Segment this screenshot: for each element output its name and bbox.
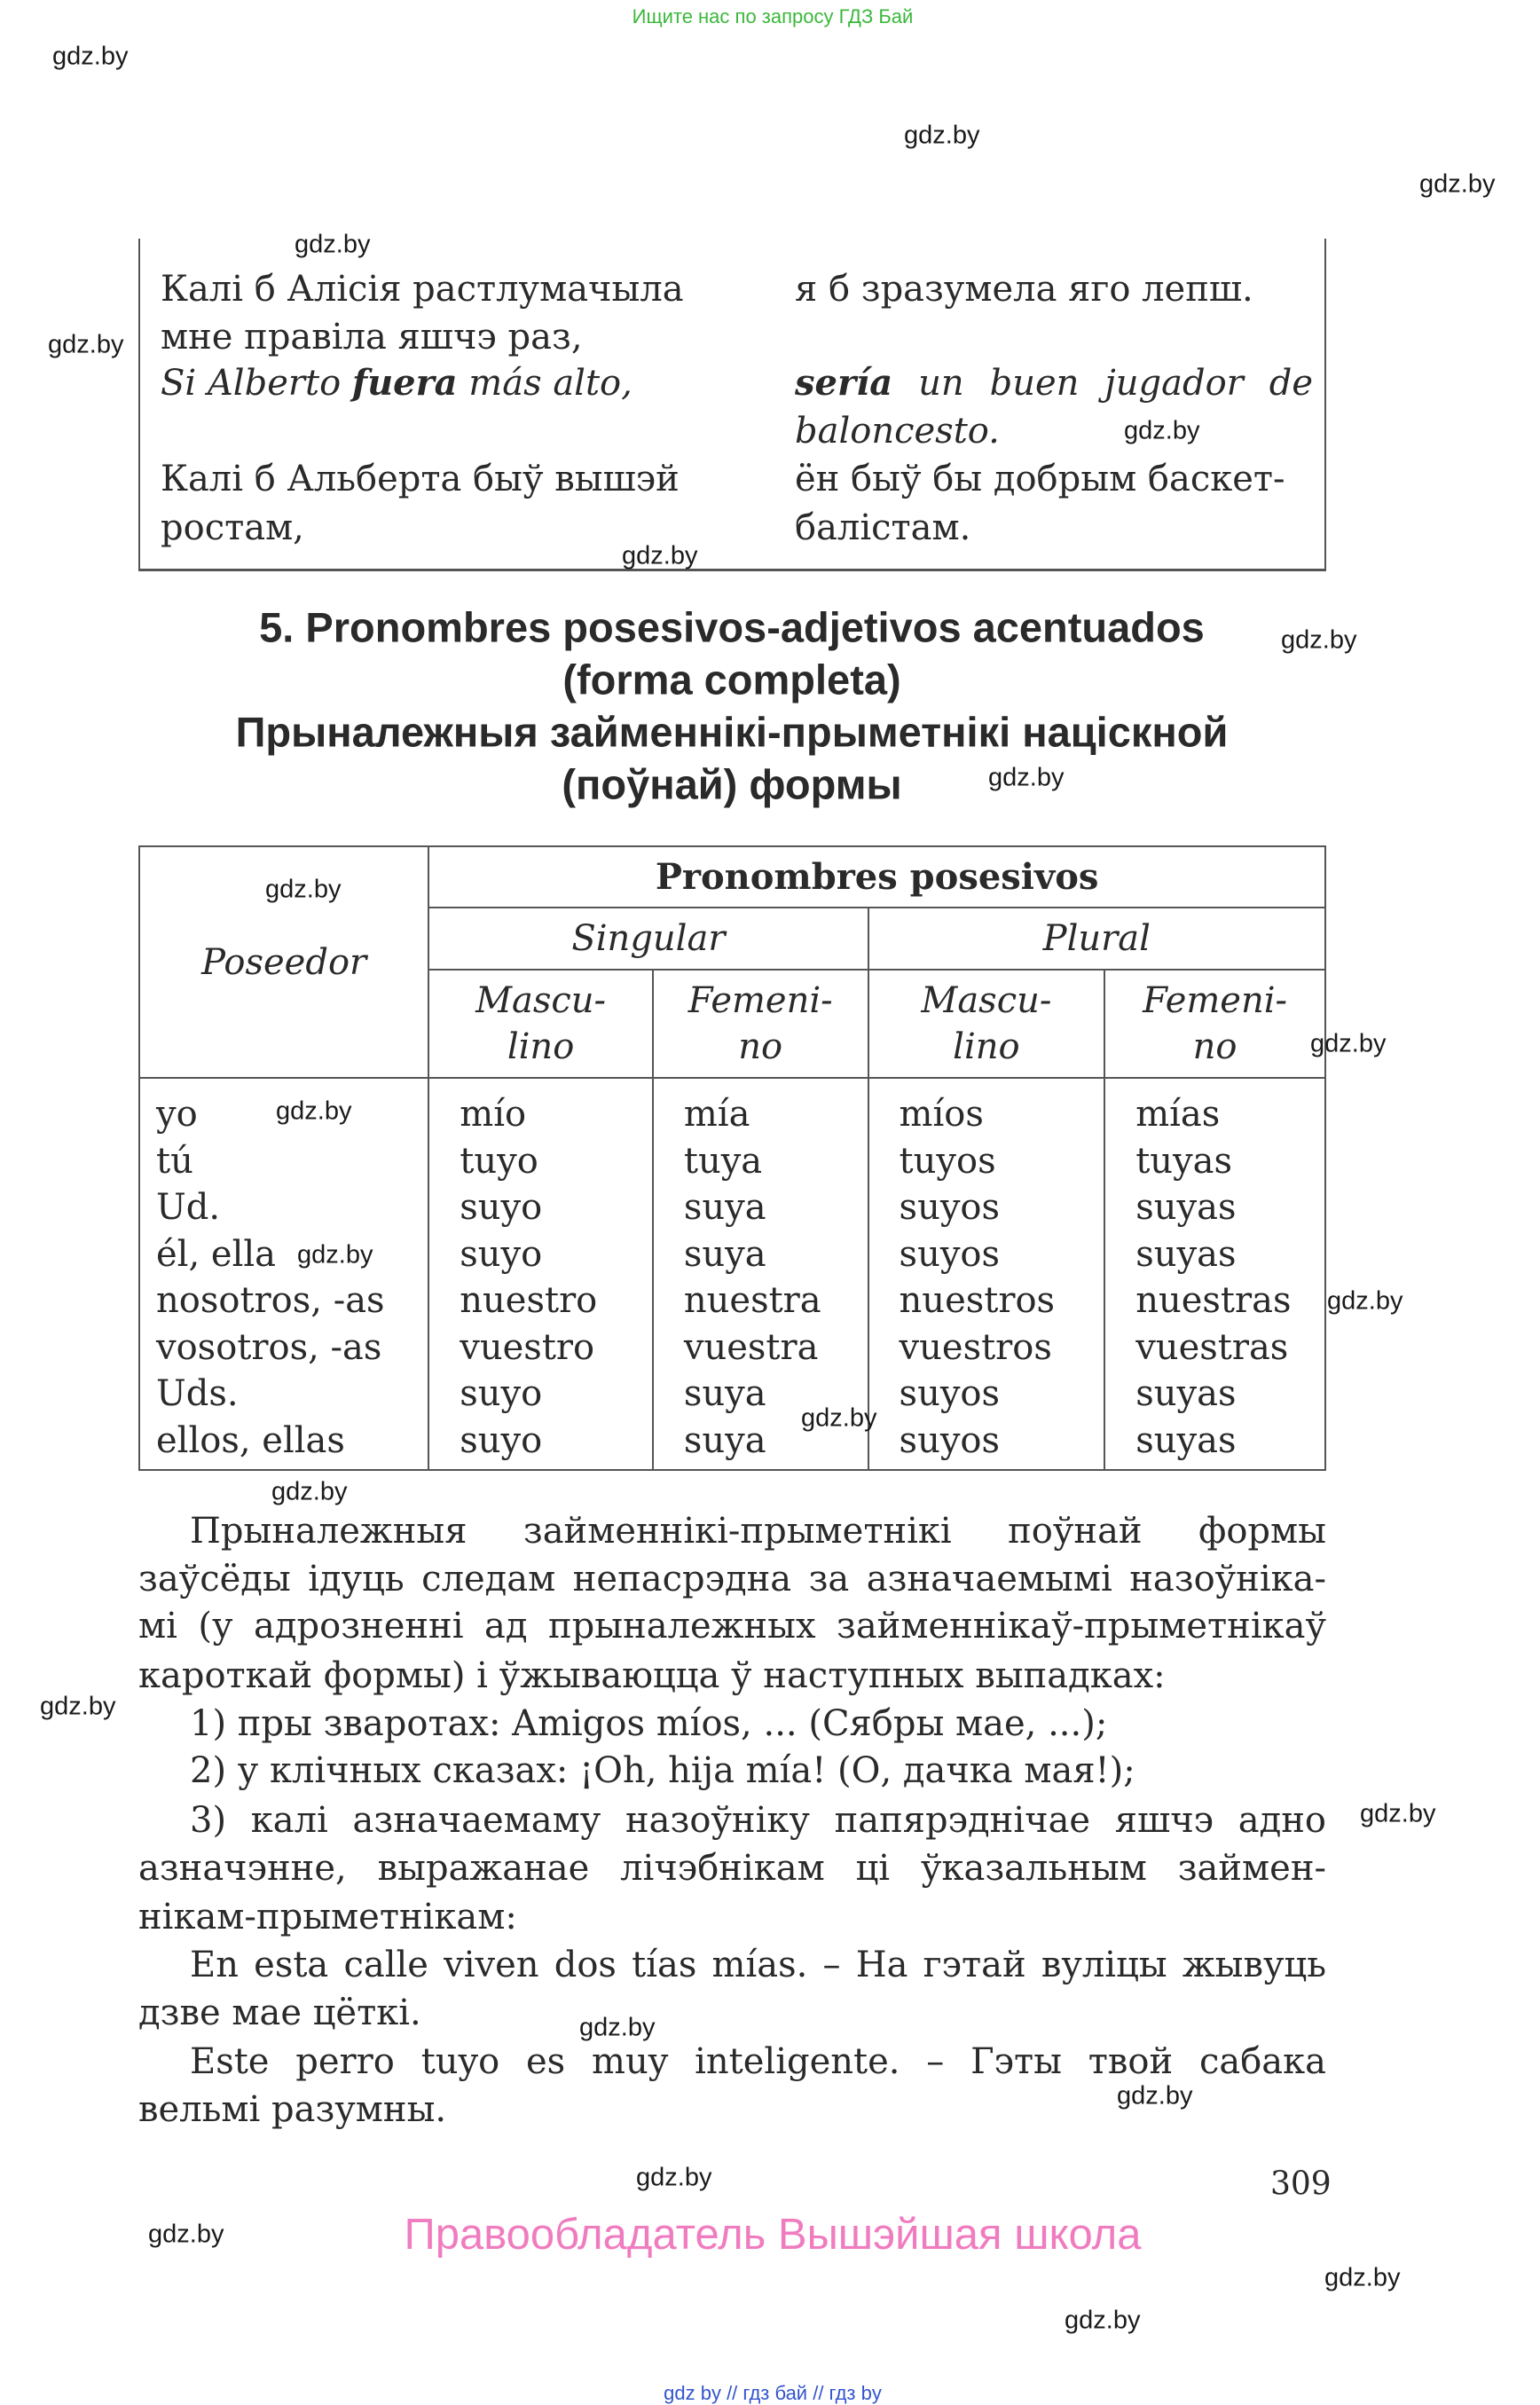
table-cell: suyos <box>899 1419 1001 1461</box>
example-es-right-2: baloncesto. <box>795 411 1000 452</box>
table-cell: nuestro <box>460 1280 598 1321</box>
watermark: gdz.by <box>1065 2306 1141 2335</box>
table-cell: suyo <box>460 1419 543 1461</box>
watermark: gdz.by <box>265 875 342 904</box>
table-cell: suyos <box>899 1187 1001 1228</box>
table-cell: tuyos <box>899 1140 996 1182</box>
table-cell: suya <box>683 1233 766 1275</box>
watermark: gdz.by <box>1281 625 1357 655</box>
watermark: gdz.by <box>40 1692 116 1721</box>
table-cell: nuestras <box>1135 1280 1292 1321</box>
paragraph-line: дзве мае цёткі. <box>138 1992 421 2033</box>
label: lino <box>507 1026 575 1067</box>
header-masc-plural <box>868 970 1105 1078</box>
table-cell: suyas <box>1135 1419 1237 1461</box>
watermark: gdz.by <box>1324 2263 1401 2292</box>
table-cell: vuestra <box>683 1326 819 1368</box>
text: un buen jugador de <box>892 363 1313 404</box>
verb-highlight: sería <box>795 362 893 404</box>
list-item-2: 2) у клічных сказах: ¡Oh, hija mía! (О, дачка мая!); <box>190 1750 1135 1791</box>
table-cell: míos <box>899 1094 984 1135</box>
example-be-right-2: балістам. <box>795 507 971 548</box>
possessive-pronouns-table <box>138 845 1326 1471</box>
watermark: gdz.by <box>904 121 980 150</box>
example-left-line-1: Калі б Алісія растлумачыла <box>161 269 684 310</box>
table-cell: yo <box>156 1094 198 1135</box>
table-cell: mío <box>460 1094 527 1135</box>
watermark: gdz.by <box>988 763 1065 792</box>
paragraph-line: Прыналежныя займеннікі-прыметнікі поўнай формы <box>190 1511 1326 1552</box>
list-item-1: 1) пры зваротах: Amigos míos, ... (Сябры мае, ...); <box>190 1703 1108 1744</box>
table-cell: él, ella <box>156 1233 276 1275</box>
column-masc-plural <box>868 1078 1105 1470</box>
watermark: gdz.by <box>276 1096 352 1126</box>
table-cell: suyos <box>899 1373 1001 1414</box>
header-masc-singular <box>428 970 653 1078</box>
table-cell: tú <box>156 1140 193 1182</box>
paragraph-line: заўсёды ідуць следам непасрэдна за азначаемымі назоўніка- <box>138 1559 1326 1599</box>
table-cell: suyas <box>1135 1373 1237 1414</box>
table-cell: suyo <box>460 1233 543 1275</box>
example-be-right-1: ён быў бы добрым баскет- <box>795 459 1285 499</box>
table-cell: vosotros, -as <box>156 1326 382 1368</box>
table-cell: tuyo <box>460 1140 538 1182</box>
watermark: gdz.by <box>636 2163 712 2192</box>
table-cell: vuestras <box>1135 1326 1289 1368</box>
footer-links[interactable]: gdz by // гдз бай // гдз by <box>664 2382 882 2404</box>
paragraph-line: мі (у адрозненні ад прыналежных займеннікаў-прыметнікаў <box>138 1606 1326 1647</box>
column-poseedor <box>139 1078 428 1470</box>
table-cell: nuestra <box>683 1280 821 1321</box>
table-cell: suyo <box>460 1187 543 1228</box>
header-fem-plural <box>1104 970 1325 1078</box>
table-cell: suyo <box>460 1373 543 1414</box>
label: no <box>1192 1026 1238 1067</box>
watermark: gdz.by <box>148 2220 224 2249</box>
example-right-line-1: я б зразумела яго лепш. <box>795 269 1253 310</box>
example-left-line-2: мне правіла яшчэ раз, <box>161 317 583 358</box>
paragraph-line: кароткай формы) і ўжываюцца ў наступных выпадках: <box>138 1655 1166 1696</box>
watermark: gdz.by <box>1117 2081 1193 2110</box>
table-cell: suyas <box>1135 1233 1237 1275</box>
example-sentence-1: En esta calle viven dos tías mías. – На гэтай вуліцы жывуць <box>190 1945 1326 1985</box>
table-cell: tuyas <box>1135 1140 1233 1182</box>
paragraph-line: вельмі разумны. <box>138 2089 447 2130</box>
table-cell: mías <box>1135 1094 1221 1135</box>
example-be-left-1: Калі б Альберта быў вышэй <box>161 459 680 499</box>
watermark: gdz.by <box>1327 1286 1403 1316</box>
copyright-notice: Правообладатель Вышэйшая школа <box>404 2211 1142 2259</box>
header-singular: Singular <box>428 908 868 970</box>
watermark: gdz.by <box>622 541 698 570</box>
paragraph-line: азначэнне, выражанае лічэбнікам ці ўказальным займен- <box>138 1848 1326 1889</box>
table-cell: suya <box>683 1373 766 1414</box>
label: lino <box>953 1026 1020 1067</box>
text: más alto, <box>457 363 632 404</box>
table-cell: vuestro <box>460 1326 595 1368</box>
section-title-es-2: (forma completa) <box>562 656 901 703</box>
watermark: gdz.by <box>297 1240 373 1269</box>
label: Mascu- <box>475 980 607 1021</box>
watermark: gdz.by <box>295 230 371 259</box>
header-group: Pronombres posesivos <box>428 846 1325 908</box>
table-cell: suya <box>683 1187 766 1228</box>
table-body-row <box>139 1078 1325 1470</box>
watermark: gdz.by <box>271 1477 348 1506</box>
paragraph-line: нікам-прыметнікам: <box>138 1897 517 1937</box>
table-cell: Uds. <box>156 1373 239 1414</box>
example-es-right <box>795 359 1313 407</box>
table-cell: nuestros <box>899 1280 1056 1321</box>
example-sentence-2: Este perro tuyo es muy inteligente. – Гэты твой сабака <box>190 2041 1326 2082</box>
top-search-note: Ищите нас по запросу ГДЗ Бай <box>632 5 914 28</box>
label: no <box>738 1026 783 1067</box>
section-title-be-2: (поўнай) формы <box>562 760 902 808</box>
watermark: gdz.by <box>579 2013 656 2042</box>
label: Femeni- <box>688 980 833 1021</box>
table-cell: suyos <box>899 1233 1001 1275</box>
section-title-es: 5. Pronombres posesivos-adjetivos acentuados <box>259 603 1205 651</box>
watermark: gdz.by <box>1310 1029 1387 1058</box>
table-cell: nosotros, -as <box>156 1280 385 1321</box>
watermark: gdz.by <box>801 1403 877 1433</box>
section-title-be: Прыналежныя займеннікі-прыметнікі націскной <box>235 708 1229 756</box>
verb-highlight: fuera <box>351 362 458 404</box>
page-number: 309 <box>1270 2165 1332 2203</box>
watermark: gdz.by <box>1124 416 1200 445</box>
header-poseedor: Poseedor <box>139 846 428 1078</box>
table-cell: ellos, ellas <box>156 1419 345 1461</box>
watermark: gdz.by <box>52 42 129 71</box>
header-fem-singular <box>653 970 868 1078</box>
table-cell: mía <box>683 1094 750 1135</box>
label: Mascu- <box>921 980 1052 1021</box>
column-masc-singular <box>428 1078 653 1470</box>
table-cell: suya <box>683 1419 766 1461</box>
table-cell: suyas <box>1135 1187 1237 1228</box>
column-fem-plural <box>1104 1078 1325 1470</box>
example-es-left <box>161 359 632 407</box>
header-plural: Plural <box>868 908 1325 970</box>
watermark: gdz.by <box>1360 1799 1436 1828</box>
example-be-left-2: ростам, <box>161 507 304 548</box>
watermark: gdz.by <box>48 330 124 359</box>
table-cell: Ud. <box>156 1187 221 1228</box>
label: Femeni- <box>1143 980 1288 1021</box>
table-cell: tuya <box>683 1140 763 1182</box>
text: Si Alberto <box>161 363 352 404</box>
table-cell: vuestros <box>899 1326 1052 1368</box>
list-item-3: 3) калі азначаемаму назоўніку папярэднічае яшчэ адно <box>190 1800 1326 1841</box>
watermark: gdz.by <box>1419 169 1496 199</box>
